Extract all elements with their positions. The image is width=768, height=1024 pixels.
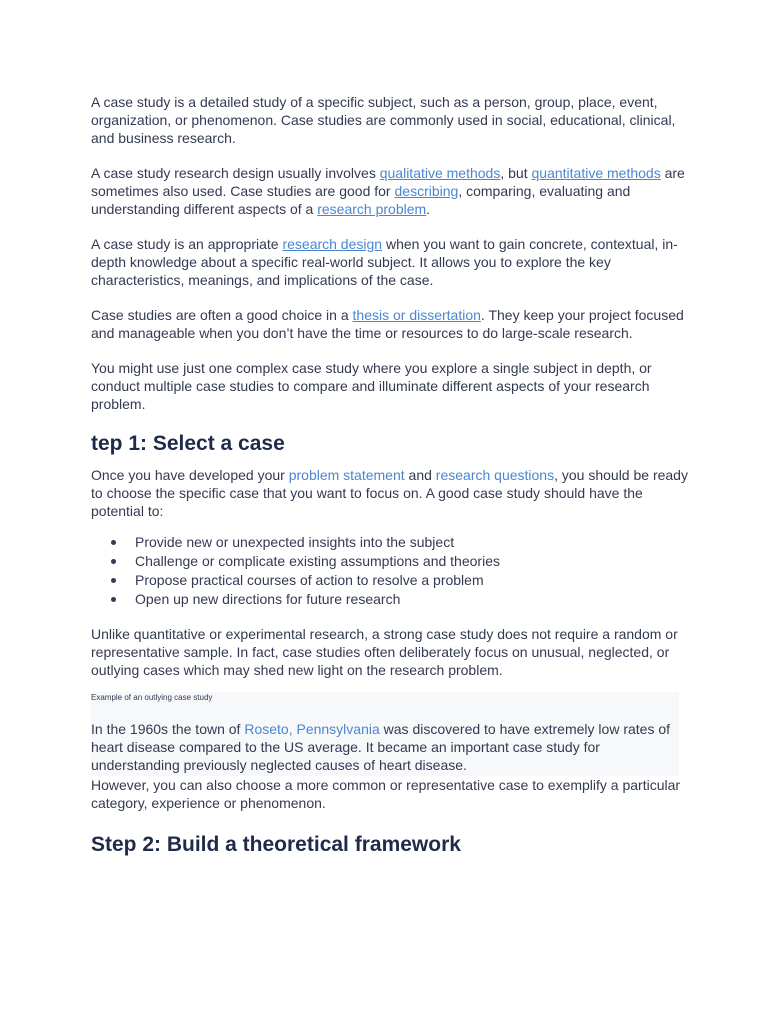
link-roseto-pennsylvania[interactable]: Roseto, Pennsylvania (244, 721, 380, 737)
link-thesis-or-dissertation[interactable]: thesis or dissertation (352, 307, 481, 323)
step-2-heading: Step 2: Build a theoretical framework (91, 833, 461, 856)
intro-paragraph-4: Case studies are often a good choice in a thesis or dissertation. They keep your project focused and manageable when you don’t have the time or resources to do large-scale research. (91, 307, 684, 341)
bullet-icon (111, 578, 116, 583)
example-label: Example of an outlying case study (91, 693, 213, 702)
bullet-icon (111, 540, 116, 545)
link-describing[interactable]: describing (394, 183, 459, 199)
intro-paragraph-5: You might use just one complex case study where you explore a single subject in depth, or conduct multiple case studies to compare and illuminate different aspects of your research problem. (91, 360, 652, 412)
step-1-paragraph-3: However, you can also choose a more common or representative case to exemplify a particular category, experience or phenomenon. (91, 777, 681, 811)
list-item: Open up new directions for future research (135, 590, 691, 609)
example-box (91, 692, 679, 776)
step-1-paragraph-2: Unlike quantitative or experimental research, a strong case study does not require a random or representative sample. In fact, case studies often deliberately focus on unusual, neglected, or outlying cases which may shed new light on the research problem. (91, 626, 678, 678)
list-item: Provide new or unexpected insights into the subject (135, 533, 691, 552)
step-1-heading: tep 1: Select a case (91, 432, 285, 455)
intro-paragraph-1: A case study is a detailed study of a specific subject, such as a person, group, place, event, organization, or phenomenon. Case studies are commonly used in social, educational, clinical, and business research. (91, 94, 676, 146)
link-research-problem[interactable]: research problem (317, 201, 427, 217)
link-quantitative-methods[interactable]: quantitative methods (531, 165, 661, 181)
document-page (91, 93, 691, 858)
link-research-questions[interactable]: research questions (435, 467, 555, 483)
bullet-icon (111, 559, 116, 564)
list-item: Propose practical courses of action to resolve a problem (135, 571, 691, 590)
example-body: In the 1960s the town of Roseto, Pennsylvania was discovered to have extremely low rates of heart disease compared to the US average. It became an important case study for understanding previously neglected causes of heart disease. (91, 721, 671, 773)
link-qualitative-methods[interactable]: qualitative methods (379, 165, 501, 181)
intro-paragraph-3: A case study is an appropriate research design when you want to gain concrete, contextual, in-depth knowledge about a specific real-world subject. It allows you to explore the key characteristics, meanings, and implications of the case. (91, 236, 678, 288)
intro-paragraph-2: A case study research design usually involves qualitative methods, but quantitative methods are sometimes also used. Case studies are good for describing, comparing, evaluating and understanding different aspects of a research problem. (91, 165, 685, 217)
list-item: Challenge or complicate existing assumptions and theories (135, 552, 691, 571)
step-1-paragraph-1: Once you have developed your problem statement and research questions, you should be ready to choose the specific case that you want to focus on. A good case study should have the potential to: (91, 467, 688, 519)
link-research-design[interactable]: research design (282, 236, 383, 252)
bullet-icon (111, 597, 116, 602)
link-problem-statement[interactable]: problem statement (288, 467, 405, 483)
potential-list (91, 533, 691, 609)
